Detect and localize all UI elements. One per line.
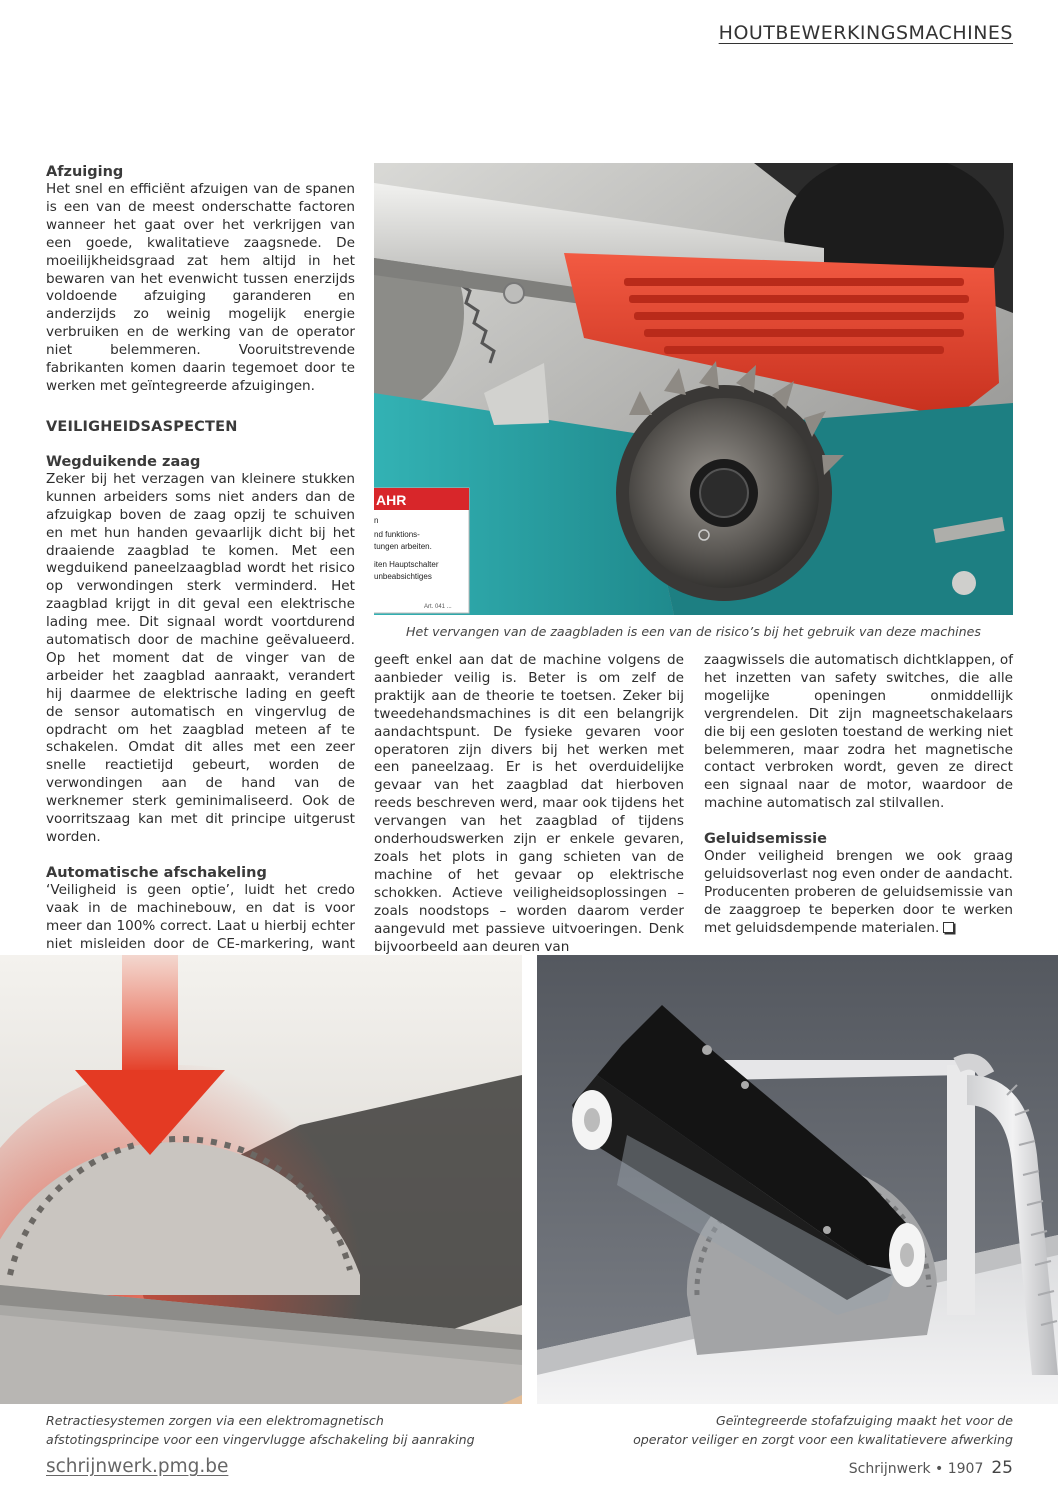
caption-bottom-left-line1: Retractiesystemen zorgen via een elektromagnetisch — [46, 1413, 384, 1428]
sign-text-3: nd funktions- — [374, 530, 420, 539]
sign-text-4: tungen arbeiten. — [374, 542, 432, 551]
footer-website-link[interactable]: schrijnwerk.pmg.be — [46, 1456, 229, 1477]
photo-retraction-saw — [0, 955, 522, 1404]
page-number: 25 — [991, 1458, 1013, 1478]
caption-bottom-right-line1: Geïntegreerde stofafzuiging maakt het voor de — [715, 1413, 1013, 1428]
heading-automatische-afschakeling: Automatische afschakeling — [46, 864, 267, 881]
paragraph-wegduikende-zaag: Zeker bij het verzagen van kleinere stukken kunnen arbeiders soms niet anders dan de afzuigkap boven de zaag opzij te schuiven en met hun handen gevaarlijk dicht bij het draaiende zaagblad te komen. Met een wegduikend paneelzaagblad wordt het risico op verwondingen sterk verminderd. Het zaagblad krijgt in dit geval een elektrische lading mee. Dit signaal wordt voortdurend automatisch door de machine geëvalueerd. Op het moment dat de vinger van de arbeider het zaagblad aanraakt, verandert hij daarmee de elektrische lading en geeft de sensor automatisch en vingervlug de opdracht om het zaagblad meteen af te schakelen. Omdat dit alles met een zeer snelle reactietijd gebeurt, worden de verwondingen aan de hand van de werknemer sterk geminimaliseerd. Ook de voorritszaag kan met dit principe uitgerust worden. — [46, 470, 355, 845]
footer-magazine-info — [849, 1458, 1013, 1478]
article-column-1 — [46, 163, 355, 971]
article-column-2 — [374, 652, 684, 956]
paragraph-col2: geeft enkel aan dat de machine volgens de aanbieder veilig is. Beter is om zelf de praktijk aan de theorie te toetsen. Zeker bij tweedehandsmachines is dit een belangrijk aandachtspunt. De fysieke gevaren voor operatoren zijn divers bij het werken met een paneelzaag. Er is het overduidelijke gevaar van het zaagblad dat hierboven reeds beschreven werd, maar ook tijdens het vervangen van het zaagblad of tijdens onderhoudswerken zijn er enkele gevaren, zoals het plots in gang schieten van de machine of het gevaar op elektrische schokken. Actieve veiligheidsoplossingen – zoals noodstops – worden daarom verder aangevuld met passieve uitvoeringen. Denk bijvoorbeeld aan deuren van — [374, 652, 684, 955]
paragraph-geluidsemissie: Onder veiligheid brengen we ook graag geluidsoverlast nog even onder de aandacht. Producenten proberen de geluidsemissie van de zaaggroep te beperken door te werken met geluidsdempende materialen. — [704, 848, 1013, 936]
paragraph-col3-intro: zaagwissels die automatisch dichtklappen, of het inzetten van safety switches, die alle mogelijke openingen onmiddellijk vergrendelen. Dit zijn magneetschakelaars die bij een gesloten toestand de werking niet belemmeren, maar zodra het magnetische contact verbroken wordt, geven ze direct een signaal naar de motor, waardoor de machine automatisch zal stilvallen. — [704, 652, 1013, 812]
paragraph-afzuiging: Het snel en efficiënt afzuigen van de spanen is een van de meest onderschatte factoren wanneer het gaat over het verkrijgen van een goede, kwalitatieve zaagsnede. De moeilijkheidsgraad zat hem altijd in het bewaren van het evenwicht tussen enerzijds voldoende afzuiging garanderen en anderzijds zo weinig mogelijk energie verbruiken en de werking van de operator niet belemmeren. Vooruitstrevende fabrikanten komen daarin tegemoet door te werken met geïntegreerde afzuigingen. — [46, 181, 355, 394]
section-header: HOUTBEWERKINGSMACHINES — [718, 22, 1013, 44]
caption-bottom-left-line2: afstotingsprincipe voor een vingervlugge afschakeling bij aanraking — [46, 1432, 475, 1447]
paragraph-geluidsemissie-wrap — [704, 848, 1013, 938]
caption-bottom-right — [560, 1411, 1013, 1449]
sign-text-7: Art. 041 ... — [424, 604, 452, 610]
end-of-article-icon — [943, 922, 954, 933]
caption-bottom-right-line2: operator veiliger en zorgt voor een kwalitatievere afwerking — [633, 1432, 1013, 1447]
photo-dust-extraction-hood — [537, 955, 1058, 1404]
footer-magazine-issue: Schrijnwerk • 1907 — [848, 1461, 984, 1477]
sign-text-5: iten Hauptschalter — [374, 560, 439, 569]
heading-wegduikende-zaag: Wegduikende zaag — [46, 453, 201, 470]
heading-veiligheidsaspecten: VEILIGHEIDSASPECTEN — [46, 418, 238, 435]
sign-text-6: unbeabsichtiges — [374, 572, 432, 581]
caption-top-photo: Het vervangen van de zaagbladen is een van de risico’s bij het gebruik van deze machines — [406, 624, 981, 639]
sign-text-1: AHR — [376, 492, 407, 508]
heading-afzuiging: Afzuiging — [46, 164, 124, 180]
paragraph-automatische-afschakeling: ‘Veiligheid is geen optie’, luidt het credo vaak in de machinebouw, en dat is voor meer dan 100% correct. Laat u hierbij echter niet misleiden door de CE-markering, want — [46, 881, 355, 952]
photo-saw-blade-closeup — [374, 163, 1013, 615]
article-column-3 — [704, 652, 1013, 938]
caption-bottom-left — [46, 1411, 516, 1449]
heading-geluidsemissie: Geluidsemissie — [704, 831, 827, 848]
sign-text-2: n — [374, 516, 379, 525]
